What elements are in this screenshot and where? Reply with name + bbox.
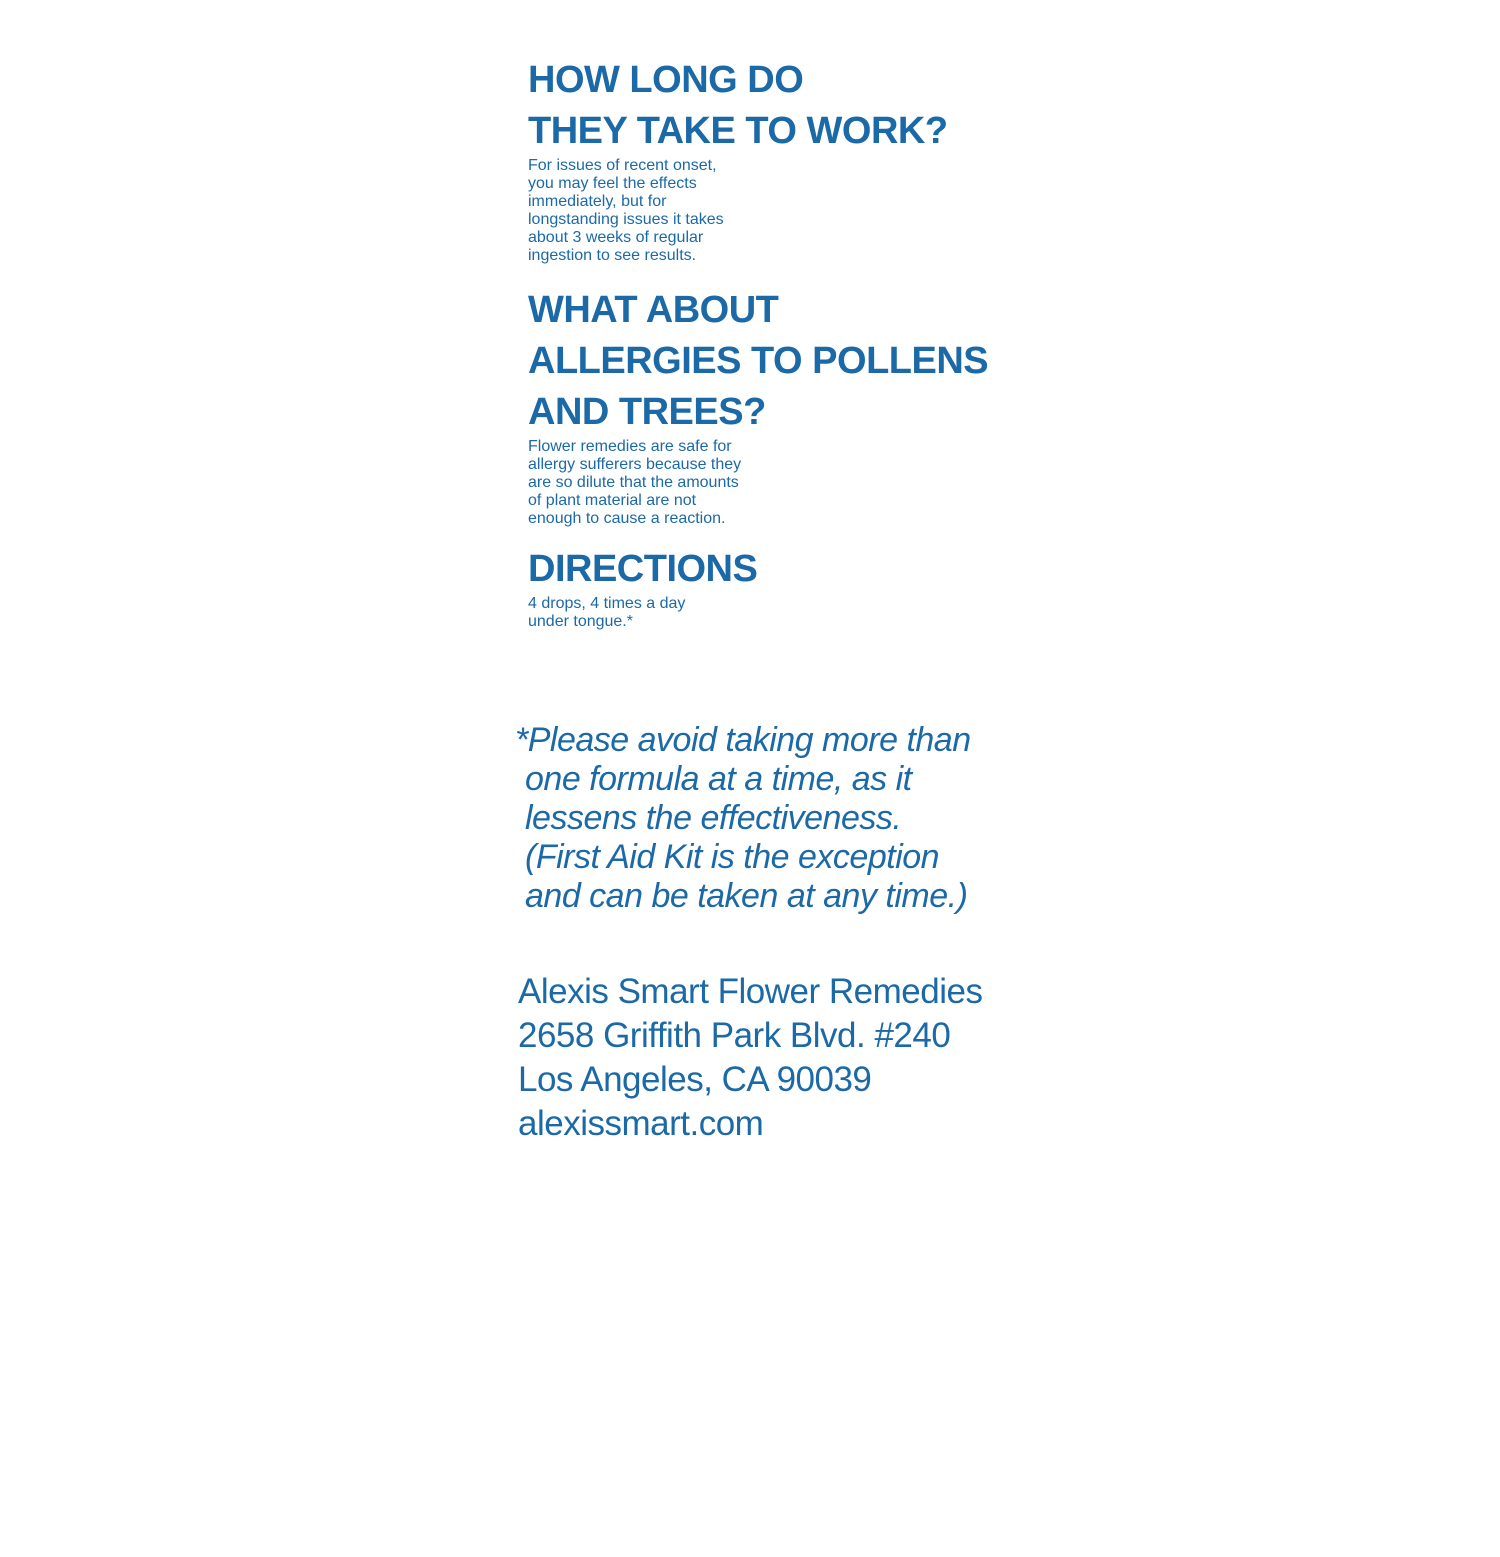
footnote-line: one formula at a time, as it xyxy=(525,760,912,798)
heading-line: THEY TAKE TO WORK? xyxy=(528,110,948,152)
website-url: alexissmart.com xyxy=(518,1104,764,1143)
heading-line: ALLERGIES TO POLLENS xyxy=(528,340,989,382)
section-heading-directions xyxy=(528,544,1168,595)
body-line: enough to cause a reaction. xyxy=(528,510,726,527)
directions-section xyxy=(528,544,1168,631)
company-name: Alexis Smart Flower Remedies xyxy=(518,972,983,1011)
heading-line: AND TREES? xyxy=(528,391,766,433)
body-line: are so dilute that the amounts xyxy=(528,474,739,491)
body-line: For issues of recent onset, xyxy=(528,157,717,174)
heading-line: HOW LONG DO xyxy=(528,59,804,101)
footnote-line: and can be taken at any time.) xyxy=(525,877,968,915)
body-line: longstanding issues it takes xyxy=(528,211,724,228)
section-heading-allergies xyxy=(528,285,1168,438)
footnote-line: lessens the effectiveness. xyxy=(525,799,902,837)
faq-section-how-long xyxy=(528,55,1168,265)
body-line: immediately, but for xyxy=(528,193,667,210)
footnote-line: *Please avoid taking more than xyxy=(515,721,971,759)
body-line: you may feel the effects xyxy=(528,175,697,192)
heading-line: DIRECTIONS xyxy=(528,548,758,590)
street-address: 2658 Griffith Park Blvd. #240 xyxy=(518,1016,951,1055)
city-state-zip: Los Angeles, CA 90039 xyxy=(518,1060,872,1099)
body-line: under tongue.* xyxy=(528,613,633,630)
body-line: allergy sufferers because they xyxy=(528,456,742,473)
body-line: of plant material are not xyxy=(528,492,697,509)
footnote-line: (First Aid Kit is the exception xyxy=(525,838,940,876)
label-panel xyxy=(515,55,1168,1146)
section-heading-how-long xyxy=(528,55,1168,157)
body-line: Flower remedies are safe for xyxy=(528,438,732,455)
heading-line: WHAT ABOUT xyxy=(528,289,779,331)
footnote xyxy=(515,721,1168,916)
body-line: ingestion to see results. xyxy=(528,247,697,264)
faq-section-allergies xyxy=(528,285,1168,528)
address-block xyxy=(518,970,1168,1146)
body-line: 4 drops, 4 times a day xyxy=(528,595,686,612)
body-line: about 3 weeks of regular xyxy=(528,229,704,246)
